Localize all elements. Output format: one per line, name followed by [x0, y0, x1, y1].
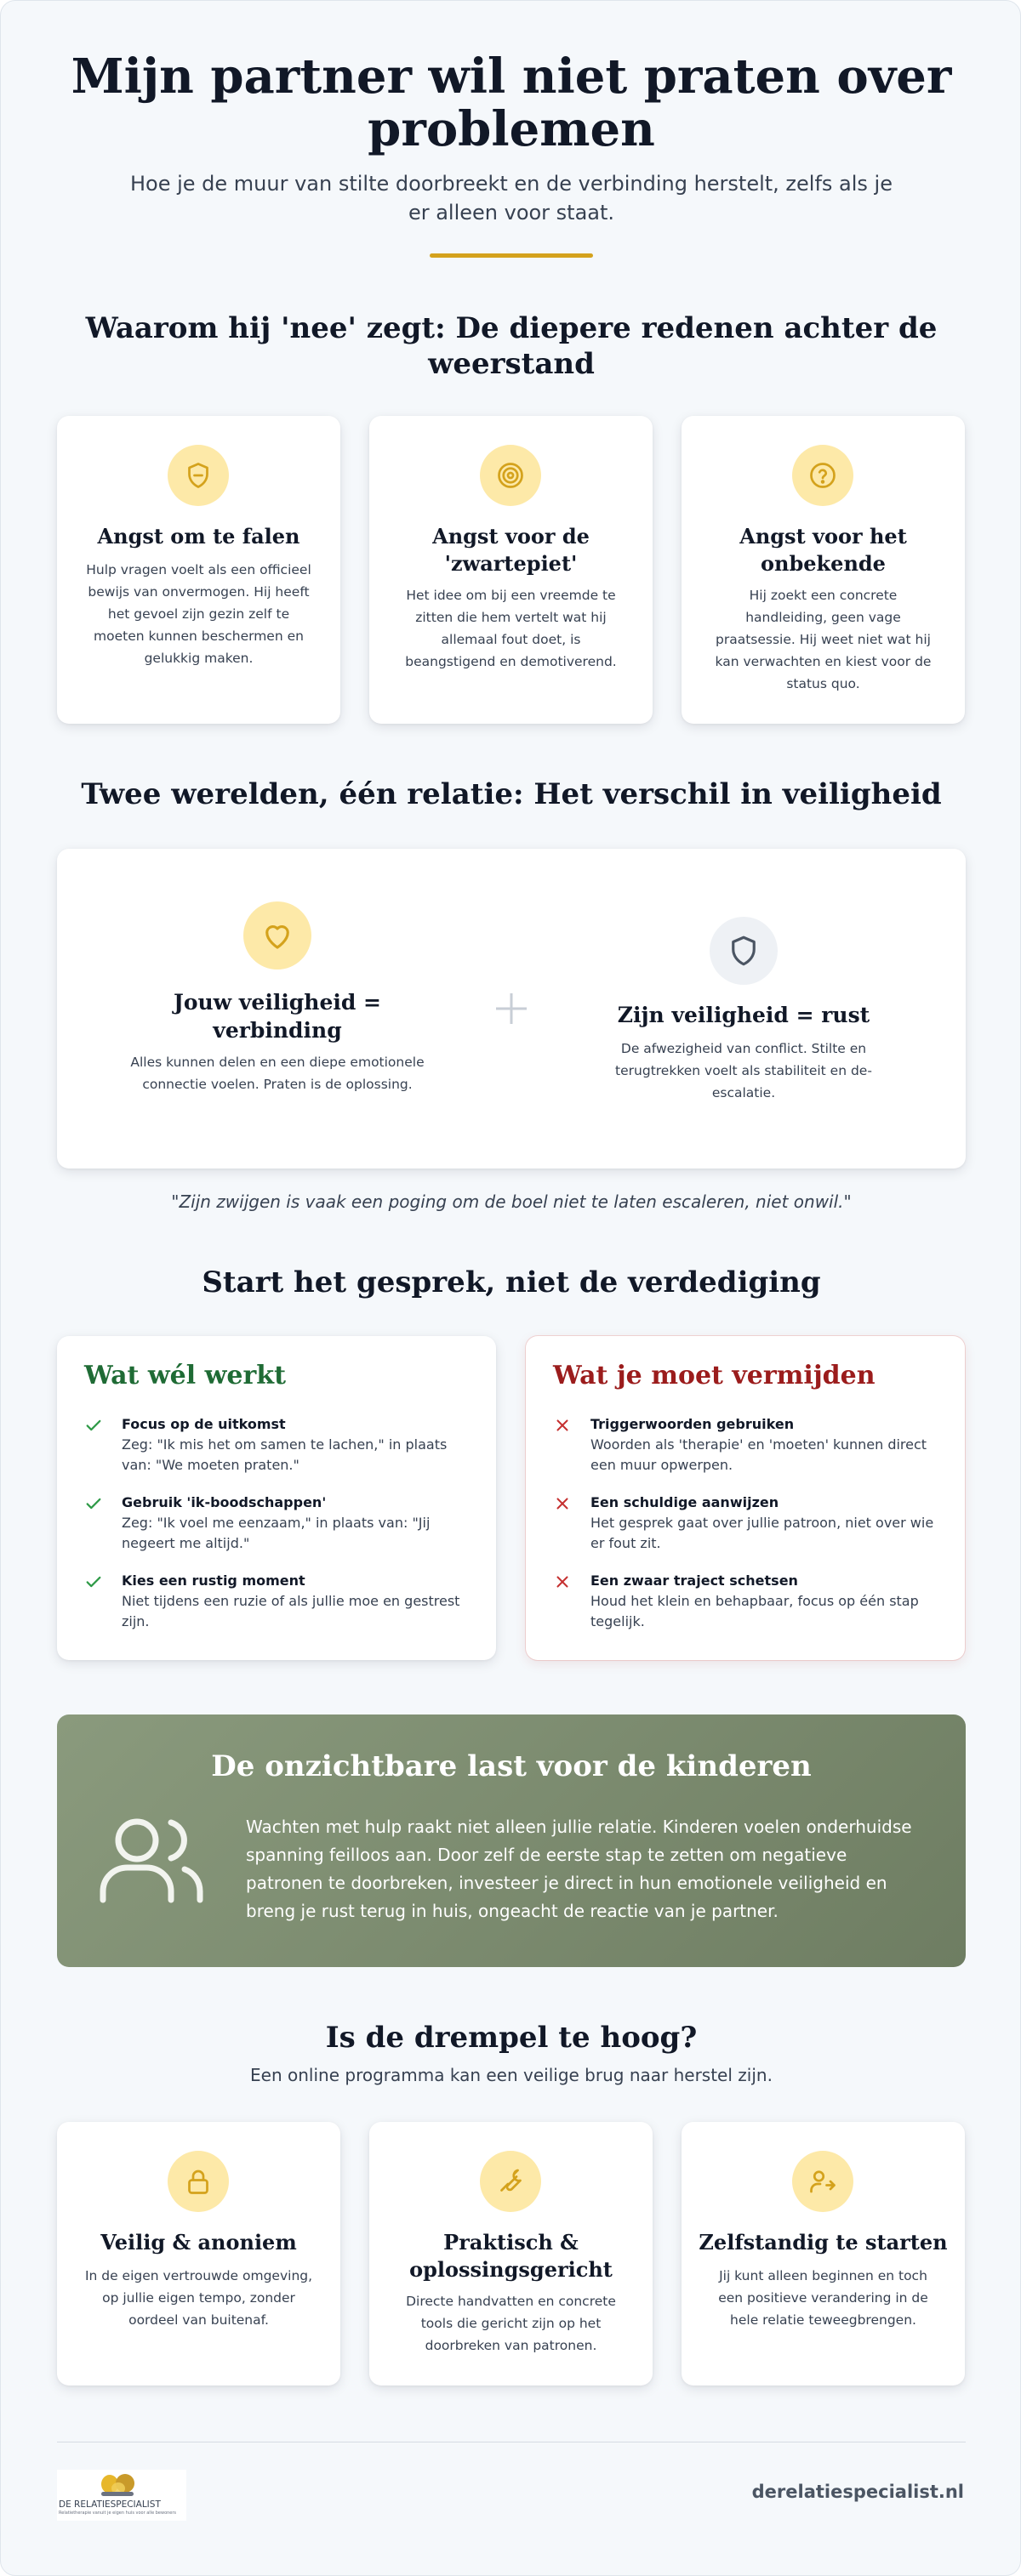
reason-card-text: Het idee om bij een vreemde te zitten die hem vertelt wat hij allemaal fout doet, is beangstigend en demotiverend.: [405, 588, 617, 669]
cross-icon: [553, 1416, 572, 1435]
worlds-card: [57, 849, 966, 1169]
list-item: [553, 1493, 944, 1554]
shield-minus-icon: [168, 445, 229, 506]
plus-icon: [493, 990, 530, 1027]
benefit-card-title: Veilig & anoniem: [100, 2230, 297, 2255]
list-item-text: Houd het klein en behapbaar, focus op één stap tegelijk.: [590, 1593, 919, 1629]
reason-card-failure: [57, 416, 340, 724]
heart-icon: [243, 901, 311, 970]
title-divider: [430, 253, 593, 258]
list-item-head: Een zwaar traject schetsen: [590, 1572, 798, 1589]
your-safety-text: Alles kunnen delen en een diepe emotionele connectie voelen. Praten is de oplossing.: [130, 1055, 425, 1092]
list-item: [84, 1571, 476, 1632]
page-subtitle: Hoe je de muur van stilte doorbreekt en de verbinding herstelt, zelfs als je er alleen voor staat.: [129, 172, 893, 225]
page-title: Mijn partner wil niet praten over problemen: [71, 48, 952, 157]
threshold-subtitle: Een online programma kan een veilige brug naar herstel zijn.: [250, 2065, 773, 2085]
logo-tagline: Relatietherapie vanuit je eigen huis voor alle bewoners: [59, 2511, 177, 2516]
list-item-head: Gebruik 'ik-boodschappen': [122, 1494, 327, 1510]
cross-icon: [553, 1572, 572, 1591]
wrench-icon: [480, 2151, 541, 2212]
brand-logo[interactable]: [57, 2470, 186, 2521]
lock-icon: [168, 2151, 229, 2212]
reason-card-unknown: [682, 416, 965, 724]
his-safety-text: De afwezigheid van conflict. Stilte en terugtrekken voelt als stabiliteit en de-escalatie.: [615, 1041, 872, 1100]
benefit-card-text: Jij kunt alleen beginnen en toch een positieve verandering in de hele relatie teweegbrengen.: [718, 2268, 928, 2328]
kids-banner: [57, 1714, 966, 1967]
reason-card-title: Angst om te falen: [97, 524, 300, 549]
list-item: [84, 1493, 476, 1554]
do-card: [57, 1336, 496, 1660]
check-icon: [84, 1572, 103, 1591]
his-safety-title: Zijn veiligheid = rust: [617, 1003, 870, 1027]
reason-card-text: Hulp vragen voelt als een officieel bewijs van onvermogen. Hij heeft het gevoel zijn gezin zelf te moeten kunnen beschermen en gelukkig maken.: [86, 562, 311, 666]
benefit-card-title: Praktisch & oplossingsgericht: [409, 2230, 613, 2282]
website-link[interactable]: derelatiespecialist.nl: [751, 2482, 964, 2502]
worlds-quote: "Zijn zwijgen is vaak een poging om de boel niet te laten escaleren, niet onwil.": [171, 1191, 852, 1212]
conversation-title: Start het gesprek, niet de verdediging: [202, 1265, 821, 1299]
reason-card-title: Angst voor de 'zwartepiet': [432, 524, 590, 576]
question-icon: [792, 445, 853, 506]
list-item-head: Focus op de uitkomst: [122, 1416, 286, 1432]
benefit-card-title: Zelfstandig te starten: [699, 2230, 948, 2255]
reason-card-blame: [369, 416, 653, 724]
list-item: [84, 1414, 476, 1476]
list-item-head: Een schuldige aanwijzen: [590, 1494, 779, 1510]
check-icon: [84, 1494, 103, 1513]
do-title: Wat wél werkt: [84, 1361, 286, 1390]
threshold-title: Is de drempel te hoog?: [325, 2021, 698, 2055]
kids-text: Wachten met hulp raakt niet alleen jullie relatie. Kinderen voelen onderhuidse spanning feilloos aan. Door zelf de eerste stap te zetten om negatieve patronen te doorbreken, investeer je direct in hun emotionele veiligheid en breng je rust terug in huis, ongeacht de reactie van je partner.: [246, 1817, 912, 1921]
check-icon: [84, 1416, 103, 1435]
list-item-text: Niet tijdens een ruzie of als jullie moe en gestrest zijn.: [122, 1593, 460, 1629]
cross-icon: [553, 1494, 572, 1513]
your-safety-title: Jouw veiligheid = verbinding: [173, 990, 382, 1043]
list-item-head: Triggerwoorden gebruiken: [590, 1416, 795, 1432]
list-item: [553, 1414, 944, 1476]
reason-card-text: Hij zoekt een concrete handleiding, geen vage praatsessie. Hij weet niet wat hij kan verwachten en kiest voor de status quo.: [715, 588, 932, 691]
reason-card-title: Angst voor het onbekende: [739, 524, 907, 576]
users-icon: [96, 1815, 207, 1907]
target-icon: [480, 445, 541, 506]
shield-icon: [710, 917, 778, 985]
list-item-text: Zeg: "Ik mis het om samen te lachen," in plaats van: "We moeten praten.": [122, 1436, 448, 1473]
reasons-title: Waarom hij 'nee' zegt: De diepere redenen achter de weerstand: [85, 311, 938, 381]
benefit-card-safe: [57, 2122, 340, 2386]
benefit-card-practical: [369, 2122, 653, 2386]
benefit-card-text: In de eigen vertrouwde omgeving, op jullie eigen tempo, zonder oordeel van buitenaf.: [84, 2268, 313, 2328]
list-item-text: Zeg: "Ik voel me eenzaam," in plaats van: "Jij negeert me altijd.": [122, 1515, 431, 1551]
benefit-card-independent: [682, 2122, 965, 2386]
list-item: [553, 1571, 944, 1632]
dont-card: [526, 1336, 965, 1660]
dont-title: Wat je moet vermijden: [553, 1361, 876, 1390]
list-item-text: Het gesprek gaat over jullie patroon, niet over wie er fout zit.: [590, 1515, 934, 1551]
logo-name: DE RELATIESPECIALIST: [59, 2499, 161, 2510]
kids-title: De onzichtbare last voor de kinderen: [211, 1749, 812, 1783]
list-item-head: Kies een rustig moment: [122, 1572, 305, 1589]
worlds-title: Twee werelden, één relatie: Het verschil in veiligheid: [81, 777, 942, 811]
benefit-card-text: Directe handvatten en concrete tools die gericht zijn op het doorbreken van patronen.: [406, 2294, 616, 2353]
user-arrow-icon: [792, 2151, 853, 2212]
list-item-text: Woorden als 'therapie' en 'moeten' kunnen direct een muur opwerpen.: [590, 1436, 927, 1473]
